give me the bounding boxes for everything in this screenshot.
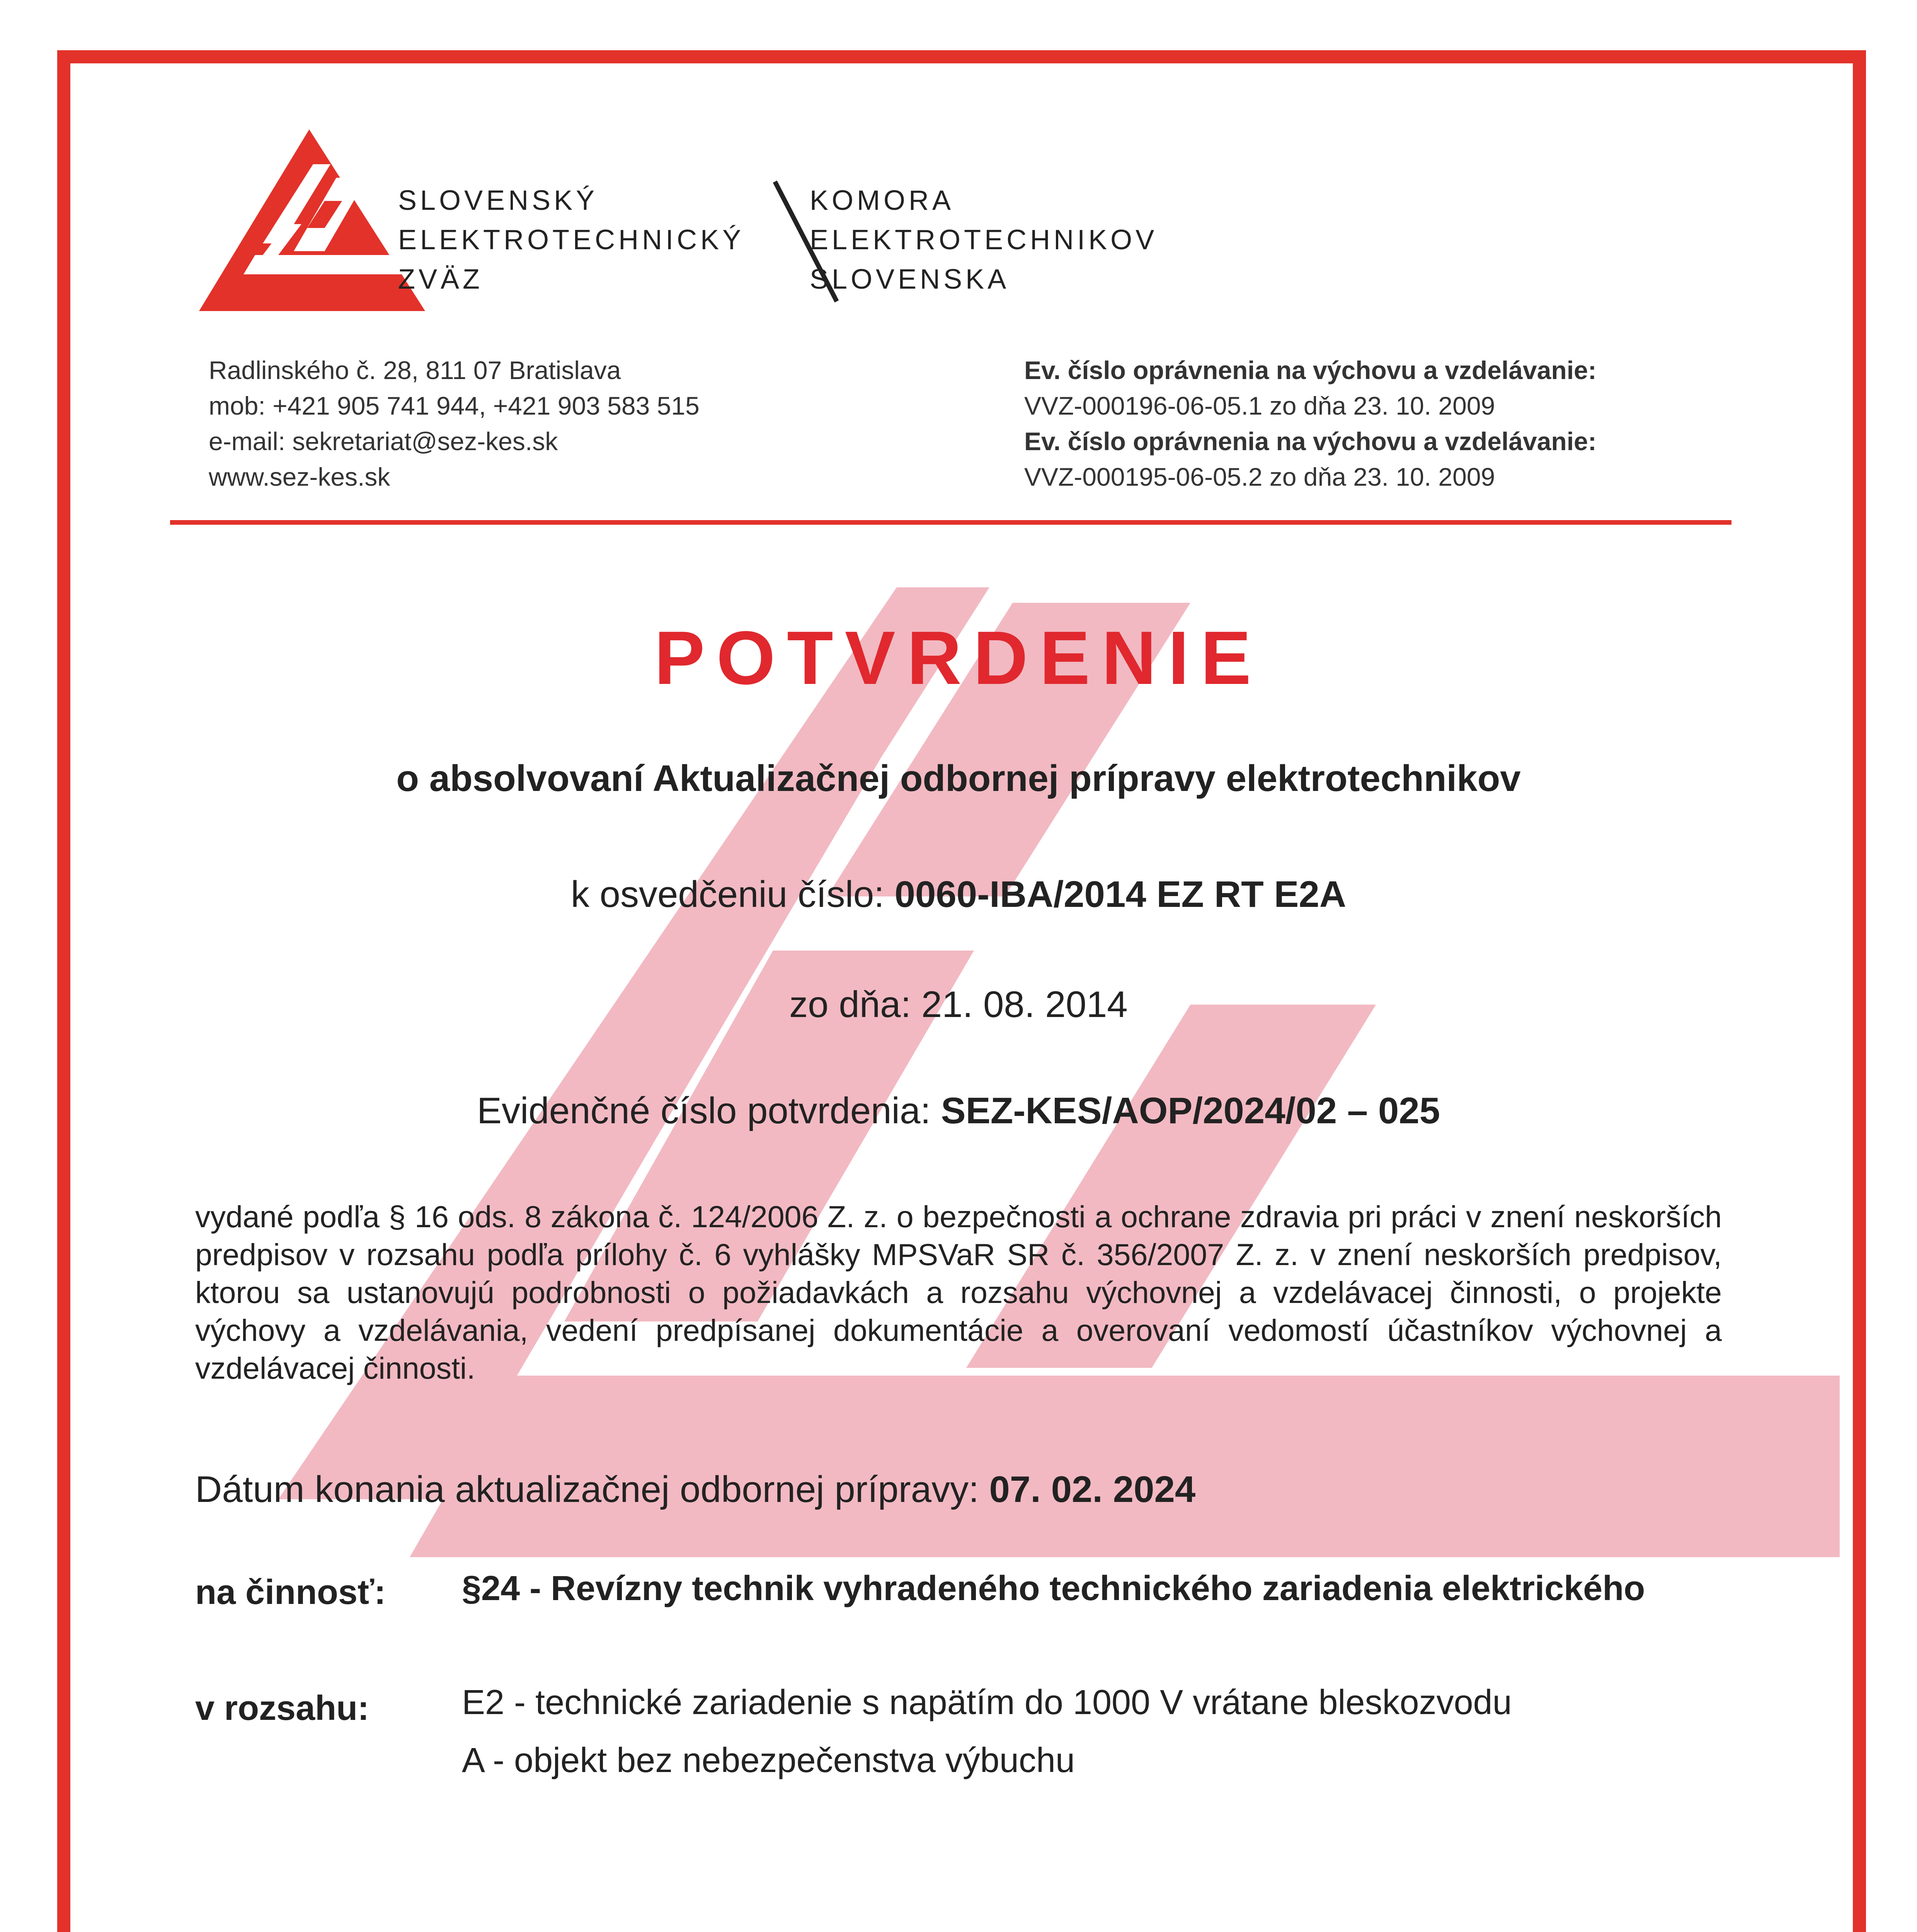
contact-email: e-mail: sekretariat@sez-kes.sk (209, 427, 558, 456)
org-name-right (810, 181, 1158, 299)
org-left-line-3: ZVÄZ (398, 264, 484, 295)
contact-address: Radlinského č. 28, 811 07 Bratislava (209, 356, 621, 384)
training-date-value: 07. 02. 2024 (989, 1469, 1196, 1510)
sez-logo-icon (197, 128, 429, 321)
org-left-line-1: SLOVENSKÝ (398, 185, 598, 216)
certificate-date-line (0, 983, 1917, 1026)
evidence-label: Evidenčné číslo potvrdenia: (477, 1090, 931, 1131)
accreditation-label-1: Ev. číslo oprávnenia na výchovu a vzdelávanie: (1024, 356, 1597, 384)
document-title: POTVRDENIE (654, 616, 1263, 700)
scope-line-2: A - objekt bez nebezpečenstva výbuchu (462, 1741, 1075, 1780)
org-right-line-3: SLOVENSKA (810, 264, 1010, 295)
certificate-date-value: 21. 08. 2014 (921, 984, 1128, 1025)
training-date-label: Dátum konania aktualizačnej odbornej prípravy: (195, 1469, 979, 1510)
scope-label: v rozsahu: (195, 1689, 369, 1728)
org-right-line-1: KOMORA (810, 185, 955, 216)
activity-label: na činnosť: (195, 1573, 386, 1612)
certificate-date-label: zo dňa: (789, 984, 911, 1025)
org-left-line-2: ELEKTROTECHNICKÝ (398, 224, 745, 255)
org-right-line-2: ELEKTROTECHNIKOV (810, 224, 1158, 255)
certificate-number: 0060-IBA/2014 EZ RT E2A (894, 874, 1347, 915)
certificate-label: k osvedčeniu číslo: (570, 874, 884, 915)
contact-phone: mob: +421 905 741 944, +421 903 583 515 (209, 391, 700, 420)
contact-website: www.sez-kes.sk (209, 463, 390, 491)
activity-value: §24 - Revízny technik vyhradeného technického zariadenia elektrického (462, 1569, 1645, 1608)
training-date-line (195, 1468, 1195, 1511)
org-name-left (398, 181, 744, 299)
scope-line-1: E2 - technické zariadenie s napätím do 1000 V vrátane bleskozvodu (462, 1683, 1512, 1722)
contact-block (209, 352, 700, 495)
legal-text: vydané podľa § 16 ods. 8 zákona č. 124/2006 Z. z. o bezpečnosti a ochrane zdravia pri práci v znení neskorších predpisov v rozsahu podľa prílohy č. 6 vyhlášky MPSVaR SR č. 356/2007 Z. z. v znení neskorších predpisov, ktorou sa ustanovujú podrobnosti o požiadavkách a rozsahu výchovnej a vzdelávacej činnosti, o projekte výchovy a vzdelávania, vedení predpísanej dokumentácie a overovaní vedomostí účastníkov výchovnej a vzdelávacej činnosti. (195, 1199, 1722, 1385)
document-subtitle: o absolvovaní Aktualizačnej odbornej prípravy elektrotechnikov (396, 758, 1521, 799)
header-rule (170, 520, 1731, 525)
certificate-line (0, 873, 1917, 916)
accreditation-value-1: VVZ-000196-06-05.1 zo dňa 23. 10. 2009 (1024, 391, 1495, 420)
accreditation-block (1024, 352, 1597, 495)
accreditation-label-2: Ev. číslo oprávnenia na výchovu a vzdelávanie: (1024, 427, 1597, 456)
evidence-line (0, 1090, 1917, 1132)
accreditation-value-2: VVZ-000195-06-05.2 zo dňa 23. 10. 2009 (1024, 463, 1495, 491)
evidence-number: SEZ-KES/AOP/2024/02 – 025 (941, 1090, 1440, 1131)
